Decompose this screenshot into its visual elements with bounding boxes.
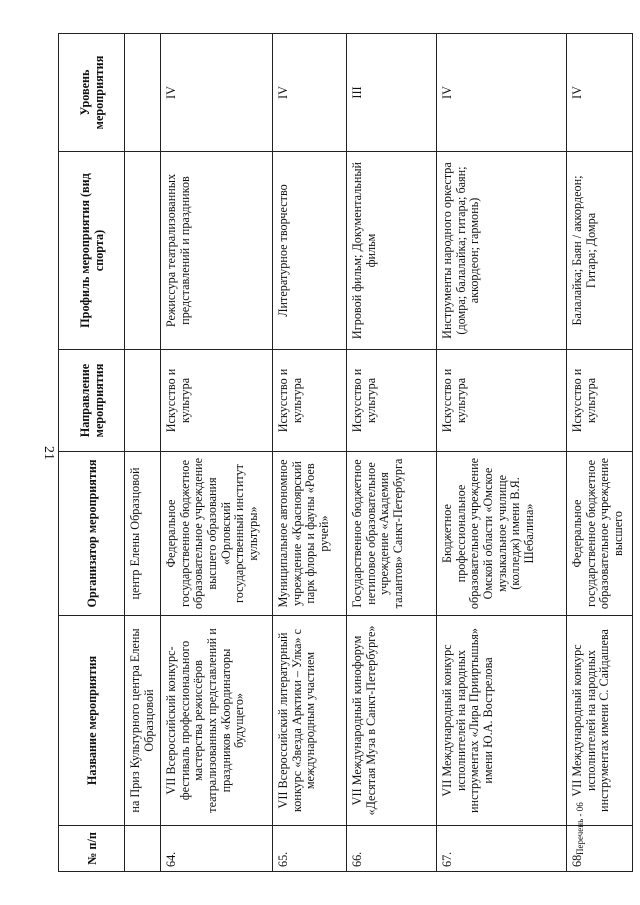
header-profile: Профиль мероприятия (вид спорта) <box>59 152 125 350</box>
cont-name: на Приз Культурного центра Елены Образцовой <box>125 616 161 826</box>
header-organizer: Организатор мероприятия <box>59 452 125 616</box>
row-organizer: Государственное бюджетное нетиповое образовательное учреждение «Академия талантов» Санкт-Петербурга <box>347 452 437 616</box>
row-profile: Игровой фильм; Документальный фильм <box>347 152 437 350</box>
cont-level <box>125 34 161 152</box>
header-level: Уровень мероприятия <box>59 34 125 152</box>
header-row <box>59 34 125 872</box>
row-organizer: Федеральное государственное бюджетное образовательное учреждение высшего образования «Орловский государственный институт культуры» <box>161 452 273 616</box>
row-name: VII Всероссийский литературный конкурс «Звезда Арктики – Улка» с международным участием <box>273 616 347 826</box>
row-profile: Инструменты народного оркестра (домра; балалайка; гитара; баян; аккордеон; гармонь) <box>437 152 567 350</box>
cont-organizer: центр Елены Образцовой <box>125 452 161 616</box>
row-profile: Режиссура театрализованных представлений и праздников <box>161 152 273 350</box>
row-num: 64. <box>161 826 273 872</box>
table-row <box>273 34 347 872</box>
table-row <box>161 34 273 872</box>
row-num: 68. <box>567 826 633 872</box>
row-direction: Искусство и культура <box>273 350 347 452</box>
row-name: VII Международный конкурс исполнителей на народных инструментах имени С. Сайдашева <box>567 616 633 826</box>
row-organizer: Федеральное государственное бюджетное образовательное учреждение высшего <box>567 452 633 616</box>
footer-code: Перечень - 06 <box>575 802 585 855</box>
table-row <box>567 34 633 872</box>
row-organizer: Муниципальное автономное учреждение «Красноярский парк флоры и фауны «Роев ручей» <box>273 452 347 616</box>
row-num: 65. <box>273 826 347 872</box>
cont-num <box>125 826 161 872</box>
row-direction: Искусство и культура <box>347 350 437 452</box>
cont-profile <box>125 152 161 350</box>
row-profile: Балалайка; Баян / аккордеон; Гитара; Домра <box>567 152 633 350</box>
continuation-row <box>125 34 161 872</box>
table-row <box>437 34 567 872</box>
row-num: 67. <box>437 826 567 872</box>
row-level: IV <box>437 34 567 152</box>
row-direction: Искусство и культура <box>567 350 633 452</box>
cont-direction <box>125 350 161 452</box>
row-level: IV <box>161 34 273 152</box>
header-name: Название мероприятия <box>59 616 125 826</box>
events-table <box>58 33 633 872</box>
row-name: VII Международный конкурс исполнителей на народных инструментах «Лира Прииртышья» имени Ю.А. Вострелова <box>437 616 567 826</box>
rotated-table-container <box>58 34 632 872</box>
row-profile: Литературное творчество <box>273 152 347 350</box>
row-num: 66. <box>347 826 437 872</box>
row-direction: Искусство и культура <box>437 350 567 452</box>
row-name: VII Всероссийский конкурс-фестиваль профессионального мастерства режиссёров театрализованных представлений и праздников «Координаторы будущего» <box>161 616 273 826</box>
table-row <box>347 34 437 872</box>
row-name: VII Международный кинофорум «Десятая Муза в Санкт-Петербурге» <box>347 616 437 826</box>
row-level: III <box>347 34 437 152</box>
row-level: IV <box>273 34 347 152</box>
row-organizer: Бюджетное профессиональное образовательное учреждение Омской области «Омское музыкальное училище (колледж) имени В.Я. Шебалина» <box>437 452 567 616</box>
header-num: № п/п <box>59 826 125 872</box>
row-direction: Искусство и культура <box>161 350 273 452</box>
row-level: IV <box>567 34 633 152</box>
page-number: 21 <box>41 446 56 460</box>
header-direction: Направление мероприятия <box>59 350 125 452</box>
